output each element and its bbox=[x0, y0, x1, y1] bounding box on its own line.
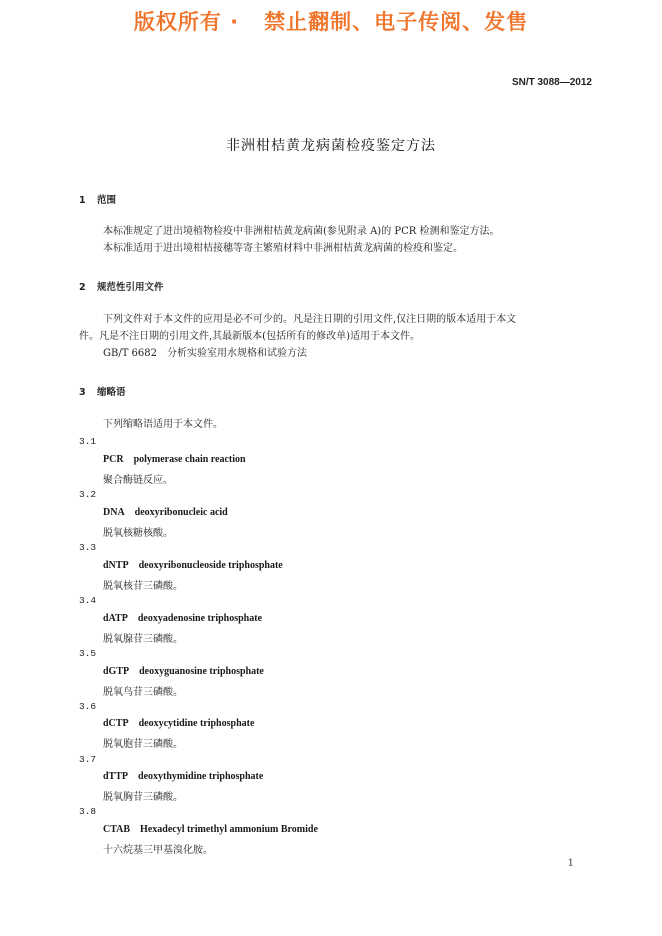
page-number: 1 bbox=[567, 858, 574, 869]
section-heading-abbreviations bbox=[79, 384, 126, 398]
section-number: 1 bbox=[79, 195, 86, 206]
term-full: deoxyguanosine triphosphate bbox=[139, 666, 264, 677]
scope-paragraph: 本标准规定了进出境植物检疫中非洲柑桔黄龙病菌(参见附录 A)的 PCR 检测和鉴定方法。 bbox=[103, 226, 500, 237]
abbreviation-term bbox=[103, 507, 228, 518]
term-full: deoxyadenosine triphosphate bbox=[137, 613, 263, 624]
term-full: deoxyribonucleic acid bbox=[134, 507, 228, 518]
references-paragraph-line: 件。凡是不注日期的引用文件,其最新版本(包括所有的修改单)适用于本文件。 bbox=[79, 331, 420, 342]
abbreviation-term bbox=[103, 824, 318, 835]
section-title: 范围 bbox=[97, 195, 117, 206]
term-full: deoxycytidine triphosphate bbox=[138, 718, 255, 729]
clause-number: 3.7 bbox=[79, 754, 97, 765]
section-title: 规范性引用文件 bbox=[97, 282, 164, 293]
term-full: Hexadecyl trimethyl ammonium Bromide bbox=[140, 824, 318, 835]
abbreviation-term bbox=[103, 560, 283, 571]
page-title: 非洲柑桔黄龙病菌检疫鉴定方法 bbox=[226, 138, 436, 154]
term-definition: 聚合酶链反应。 bbox=[103, 475, 173, 486]
term-abbr: dCTP bbox=[103, 718, 129, 729]
term-definition: 脱氧胸苷三磷酸。 bbox=[103, 792, 183, 803]
term-abbr: PCR bbox=[103, 454, 124, 465]
clause-number: 3.8 bbox=[79, 806, 97, 817]
abbreviations-intro: 下列缩略语适用于本文件。 bbox=[103, 419, 223, 430]
term-abbr: dGTP bbox=[103, 666, 130, 677]
section-number: 2 bbox=[79, 282, 86, 293]
copyright-watermark: 版权所有 · 禁止翻制、电子传阅、发售 bbox=[133, 10, 529, 34]
abbreviation-term bbox=[103, 771, 263, 782]
references-paragraph-line: 下列文件对于本文件的应用是必不可少的。凡是注日期的引用文件,仅注日期的版本适用于本文 bbox=[103, 314, 517, 325]
abbreviation-term bbox=[103, 613, 262, 624]
abbreviation-term bbox=[103, 718, 254, 729]
term-abbr: dTTP bbox=[103, 771, 129, 782]
section-title: 缩略语 bbox=[97, 387, 126, 398]
clause-number: 3.5 bbox=[79, 648, 97, 659]
scope-paragraph: 本标准适用于进出境柑桔接穗等寄主繁殖材料中非洲柑桔黄龙病菌的检疫和鉴定。 bbox=[103, 243, 463, 254]
term-full: deoxythymidine triphosphate bbox=[138, 771, 264, 782]
term-abbr: dNTP bbox=[103, 560, 129, 571]
abbreviation-term bbox=[103, 454, 246, 465]
normative-reference: GB/T 6682 分析实验室用水规格和试验方法 bbox=[103, 348, 308, 359]
term-abbr: DNA bbox=[103, 507, 125, 518]
clause-number: 3.6 bbox=[79, 701, 97, 712]
term-full: polymerase chain reaction bbox=[133, 454, 246, 465]
clause-number: 3.4 bbox=[79, 595, 97, 606]
term-definition: 脱氧腺苷三磷酸。 bbox=[103, 634, 183, 645]
section-heading-scope bbox=[79, 192, 116, 206]
clause-number: 3.2 bbox=[79, 489, 97, 500]
term-abbr: CTAB bbox=[103, 824, 131, 835]
section-number: 3 bbox=[79, 387, 86, 398]
term-abbr: dATP bbox=[103, 613, 128, 624]
term-definition: 脱氧核苷三磷酸。 bbox=[103, 581, 183, 592]
section-heading-references bbox=[79, 279, 164, 293]
term-definition: 脱氧鸟苷三磷酸。 bbox=[103, 687, 183, 698]
term-full: deoxyribonucleoside triphosphate bbox=[138, 560, 283, 571]
term-definition: 脱氧胞苷三磷酸。 bbox=[103, 739, 183, 750]
abbreviation-term bbox=[103, 666, 264, 677]
standard-code: SN/T 3088—2012 bbox=[511, 77, 592, 88]
clause-number: 3.1 bbox=[79, 436, 97, 447]
clause-number: 3.3 bbox=[79, 542, 97, 553]
term-definition: 十六烷基三甲基溴化胺。 bbox=[103, 845, 213, 856]
term-definition: 脱氧核糖核酸。 bbox=[103, 528, 173, 539]
